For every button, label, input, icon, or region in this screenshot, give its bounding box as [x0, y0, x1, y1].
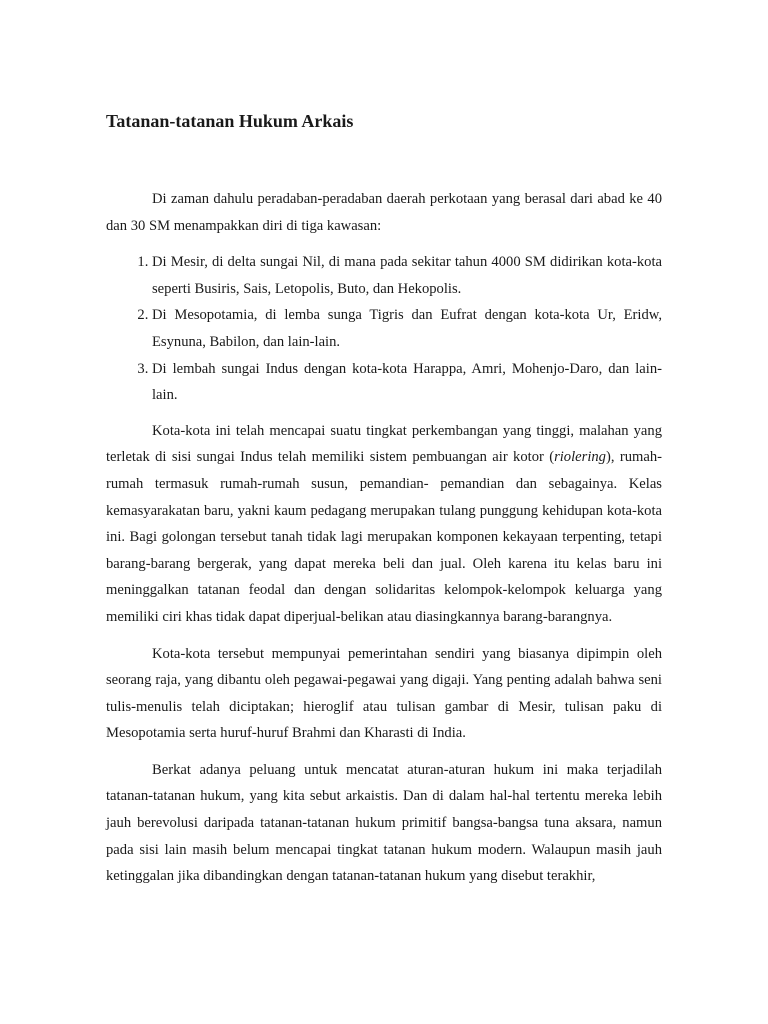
list-item: 2. Di Mesopotamia, di lemba sunga Tigris dan Eufrat dengan kota-kota Ur, Eridw, Esynuna, Babilon, dan lain-lain.: [152, 302, 662, 355]
paragraph-text: ), rumah-rumah termasuk rumah-rumah susun, pemandian- pemandian dan sebagainya. Kelas kemasyarakatan baru, yakni kaum pedagang merupakan tulang punggung kehidupan kota-kota ini. Bagi golongan tersebut tanah tidak lagi merupakan komponen kekayaan terpenting, tetapi barang-barang bergerak, yang dapat mereka beli dan jual. Oleh karena itu kelas baru ini meninggalkan tatanan feodal dan dengan solidaritas kelompok-kelompok keluarga yang memiliki ciri khas tidak dapat diperjual-belikan atau diasingkannya barang-barangnya.: [106, 449, 662, 625]
list-item: 3. Di lembah sungai Indus dengan kota-kota Harappa, Amri, Mohenjo-Daro, dan lain-lain.: [152, 356, 662, 409]
region-list: [106, 249, 662, 409]
body-paragraph-archaic-law: Berkat adanya peluang untuk mencatat aturan-aturan hukum ini maka terjadilah tatanan-tatanan hukum, yang kita sebut arkaistis. Dan di dalam hal-hal tertentu mereka lebih jauh berevolusi daripada tatanan-tatanan hukum primitif bangsa-bangsa tuna aksara, namun pada sisi lain masih belum mencapai tingkat tatanan hukum modern. Walaupun masih jauh ketinggalan jika dibandingkan dengan tatanan-tatanan hukum yang disebut terakhir,: [106, 761, 662, 885]
italic-term: riolering: [554, 449, 606, 466]
document-title: Tatanan-tatanan Hukum Arkais: [106, 111, 354, 131]
paragraph-text: Kota-kota ini telah mencapai suatu tingkat perkembangan yang tinggi, malahan yang terletak di sisi sungai Indus telah memiliki sistem pembuangan air kotor (: [106, 422, 662, 466]
document-page: [106, 108, 662, 890]
body-paragraph-government: Kota-kota tersebut mempunyai pemerintahan sendiri yang biasanya dipimpin oleh seorang raja, yang dibantu oleh pegawai-pegawai yang digaji. Yang penting adalah bahwa seni tulis-menulis telah diciptakan; hieroglif atau tulisan gambar di Mesir, tulisan paku di Mesopotamia serta huruf-huruf Brahmi dan Kharasti di India.: [106, 645, 662, 742]
list-item: 1. Di Mesir, di delta sungai Nil, di mana pada sekitar tahun 4000 SM didirikan kota-kota seperti Busiris, Sais, Letopolis, Buto, dan Hekopolis.: [152, 249, 662, 302]
intro-paragraph: Di zaman dahulu peradaban-peradaban daerah perkotaan yang berasal dari abad ke 40 dan 30 SM menampakkan diri di tiga kawasan:: [106, 191, 662, 234]
body-paragraph-cities: [106, 418, 662, 631]
